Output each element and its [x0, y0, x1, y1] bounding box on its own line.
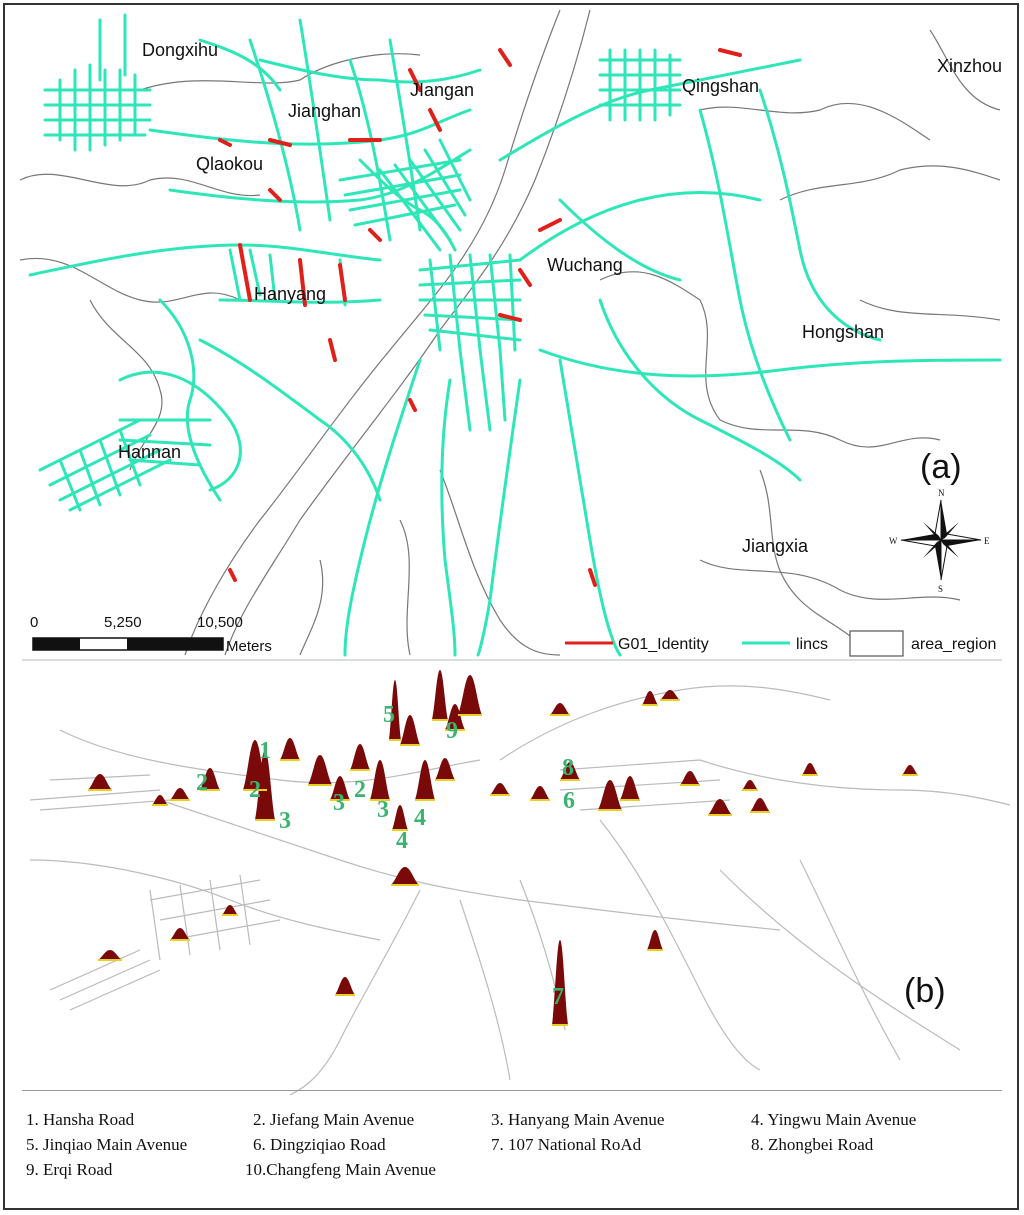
peak-shape	[550, 703, 570, 715]
north-arrow-icon	[889, 488, 990, 594]
road-list-item: 7. 107 National RoAd	[491, 1135, 642, 1154]
marker-zhongbei: 8	[562, 755, 574, 781]
label-hongshan: Hongshan	[802, 322, 885, 342]
panel-b-label: (b)	[904, 972, 946, 1010]
label-dongxihu: Dongxihu	[142, 40, 219, 60]
peak-shape	[742, 780, 758, 790]
marker-yingwu-b: 4	[396, 828, 408, 854]
svg-text:N: N	[938, 488, 945, 498]
peak-shape	[490, 783, 510, 795]
marker-jiefang-b: 2	[249, 777, 261, 803]
marker-107-national: 7	[552, 984, 564, 1010]
map-b-peaks	[88, 670, 918, 1025]
peak-shape	[432, 670, 448, 720]
label-jianghan: Jianghan	[288, 101, 362, 121]
road-list-item: 4. Yingwu Main Avenue	[751, 1110, 917, 1129]
peak-shape	[435, 758, 455, 780]
legend-label-area: area_region	[911, 636, 997, 653]
peak-shape	[335, 977, 355, 995]
road-list-item: 5. Jinqiao Main Avenue	[26, 1135, 188, 1154]
legend	[565, 631, 996, 656]
scale-tick-2: 10,500	[197, 614, 243, 631]
label-jiangan: JIangan	[410, 80, 475, 100]
legend-swatch-area	[850, 631, 903, 656]
legend-label-lincs: lincs	[796, 636, 829, 653]
scale-tick-1: 5,250	[104, 614, 142, 631]
peak-shape	[750, 798, 770, 812]
caption-divider	[22, 1090, 1002, 1091]
peak-shape	[680, 771, 700, 785]
label-wuchang: Wuchang	[547, 255, 623, 275]
label-jiangxia: Jiangxia	[742, 536, 809, 556]
scale-tick-0: 0	[30, 614, 39, 631]
map-b	[30, 670, 1010, 1095]
peak-shape	[400, 715, 420, 745]
peak-shape	[392, 805, 408, 830]
legend-label-g01: G01_Identity	[618, 636, 709, 653]
peak-shape	[642, 691, 658, 705]
road-list-item: 6. Dingziqiao Road	[253, 1135, 386, 1154]
peak-shape	[458, 675, 482, 715]
road-list-item: 10.Changfeng Main Avenue	[245, 1160, 436, 1179]
marker-jinqiao: 5	[383, 702, 395, 728]
map-b-road-network	[30, 686, 1010, 1095]
peak-shape	[660, 690, 680, 700]
label-hanyang: Hanyang	[254, 284, 327, 304]
marker-yingwu-a: 4	[414, 805, 426, 831]
peak-shape	[88, 774, 112, 790]
peak-shape	[802, 763, 818, 775]
road-list-item: 3. Hanyang Main Avenue	[491, 1110, 665, 1129]
marker-jiefang-a: 2	[196, 770, 208, 796]
svg-text:E: E	[984, 536, 990, 546]
label-qingshan: Qingshan	[682, 76, 760, 96]
peak-shape	[415, 760, 435, 800]
marker-dingziqiao: 6	[563, 788, 575, 814]
peak-shape	[620, 776, 640, 800]
label-qiaokou: Qlaokou	[196, 154, 264, 174]
marker-hanyang-b: 3	[333, 790, 345, 816]
marker-erqi: 9	[446, 718, 458, 744]
road-list-item: 9. Erqi Road	[26, 1160, 113, 1179]
panel-a-label: (a)	[920, 448, 962, 486]
road-list-item: 2. Jiefang Main Avenue	[253, 1110, 415, 1129]
map-a	[20, 10, 1002, 656]
peak-shape	[350, 744, 370, 770]
marker-jiefang-c: 2	[354, 777, 366, 803]
peak-shape	[170, 788, 190, 800]
peak-shape	[280, 738, 300, 760]
peak-shape	[308, 755, 332, 785]
peak-shape	[598, 780, 622, 810]
marker-hansha: 1	[259, 738, 271, 764]
peak-shape	[530, 786, 550, 800]
label-hannan: Hannan	[118, 442, 182, 462]
peak-shape	[902, 765, 918, 775]
peak-shape	[647, 930, 663, 950]
svg-text:S: S	[938, 584, 944, 594]
road-list-item: 8. Zhongbei Road	[751, 1135, 874, 1154]
marker-hanyang-c: 3	[377, 797, 389, 823]
marker-hanyang-a: 3	[279, 808, 291, 834]
scale-unit: Meters	[226, 638, 272, 655]
peak-shape	[98, 950, 122, 960]
svg-text:W: W	[889, 536, 898, 546]
road-list-item: 1. Hansha Road	[26, 1110, 135, 1129]
scale-bar	[30, 614, 272, 655]
label-xinzhou: Xinzhou	[937, 56, 1003, 76]
